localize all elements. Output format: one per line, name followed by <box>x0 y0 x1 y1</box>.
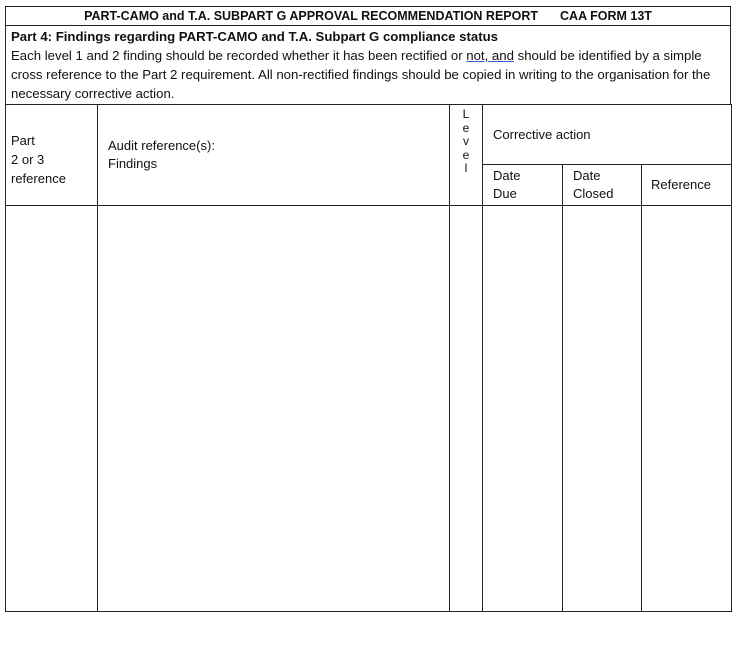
instructions-text-underlined: not, and <box>466 48 514 63</box>
form-title: PART-CAMO and T.A. SUBPART G APPROVAL RECOMMENDATION REPORT <box>84 9 539 23</box>
instructions-box <box>5 25 731 105</box>
header-audit-reference <box>98 105 450 206</box>
header-part-reference-line3: reference <box>11 171 66 186</box>
header-audit-line1: Audit reference(s): <box>108 138 215 153</box>
cell-reference[interactable] <box>642 206 732 612</box>
caa-form-13t <box>5 6 731 612</box>
cell-date-closed[interactable] <box>563 206 642 612</box>
header-reference: Reference <box>642 165 732 206</box>
header-part-reference-line2: 2 or 3 <box>11 152 45 167</box>
table-row <box>6 206 732 612</box>
level-letter: v <box>463 134 469 148</box>
instructions-text-part1: Each level 1 and 2 finding should be recorded whether it has been rectified or <box>11 48 467 63</box>
section-heading: Part 4: Findings regarding PART-CAMO and T.A. Subpart G compliance status <box>11 29 499 44</box>
cell-date-due[interactable] <box>483 206 563 612</box>
level-letter: l <box>464 161 468 175</box>
form-title-bar <box>5 6 731 25</box>
header-part-reference-line1: Part <box>11 133 35 148</box>
header-row-1 <box>6 105 732 165</box>
cell-part-reference[interactable] <box>6 206 98 612</box>
header-date-due <box>483 165 563 206</box>
header-date-due-line2: Due <box>493 186 517 201</box>
header-level <box>450 105 483 206</box>
header-date-closed-line2: Closed <box>573 186 614 201</box>
header-date-closed-line1: Date <box>573 168 601 183</box>
instructions-text-part2: should be identified by a simple cross reference to the Part 2 requirement. All non-rectified findings should be copied in writing to the organisation for the necessary corrective action. <box>11 48 711 101</box>
form-number: CAA FORM 13T <box>560 9 652 23</box>
level-letter: e <box>462 147 470 162</box>
level-letter: e <box>462 120 470 135</box>
instructions-text <box>11 46 725 103</box>
header-date-due-line1: Date <box>493 168 521 183</box>
cell-level[interactable] <box>450 206 483 612</box>
header-audit-line2: Findings <box>108 156 158 171</box>
level-letter: L <box>462 107 470 121</box>
header-date-closed <box>563 165 642 206</box>
header-part-reference <box>6 105 98 206</box>
findings-table <box>5 104 732 612</box>
header-corrective-action: Corrective action <box>483 105 732 165</box>
cell-findings[interactable] <box>98 206 450 612</box>
